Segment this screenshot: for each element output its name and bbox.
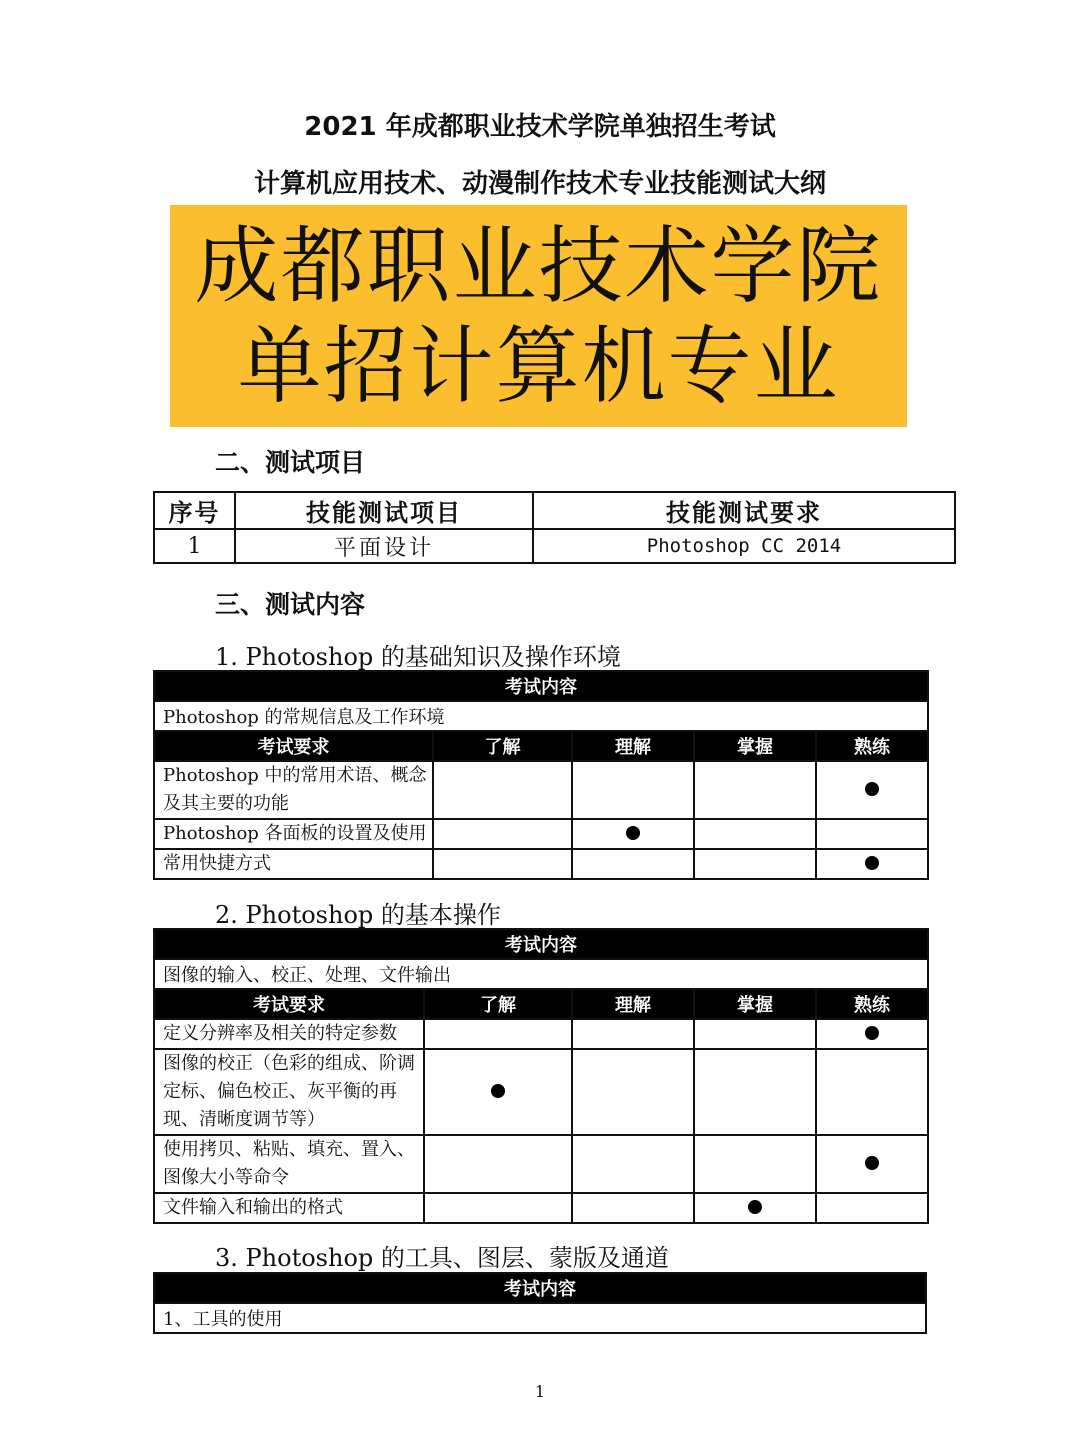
table-cell: 平面设计 [235,529,533,563]
requirement-header-row [154,731,928,761]
column-header: 熟练 [816,731,928,761]
exam-table-3 [153,1272,927,1334]
level-cell [433,761,572,819]
column-header: 掌握 [694,731,816,761]
banner-line-2: 单招计算机专业 [237,317,840,415]
table-cell: Photoshop CC 2014 [533,529,955,563]
requirement-text: Photoshop 中的常用术语、概念及其主要的功能 [154,761,433,819]
column-header: 熟练 [816,989,928,1019]
content-text: Photoshop 的常规信息及工作环境 [154,701,928,731]
column-header: 掌握 [694,989,816,1019]
level-cell [424,1193,572,1223]
table-row [154,1049,928,1135]
requirement-header-row [154,989,928,1019]
column-header: 理解 [572,731,694,761]
level-cell [816,1049,928,1135]
content-text: 图像的输入、校正、处理、文件输出 [154,959,928,989]
level-cell [424,1049,572,1135]
table-header-row [154,492,955,529]
content-header: 考试内容 [154,929,928,959]
level-cell [694,849,816,879]
column-header: 技能测试项目 [235,492,533,529]
level-cell [433,849,572,879]
level-mark-dot [865,1026,879,1040]
table-row [154,1019,928,1049]
column-header: 序号 [154,492,235,529]
level-cell [572,761,694,819]
requirement-text: Photoshop 各面板的设置及使用 [154,819,433,849]
table-row [154,529,955,563]
table-row [154,761,928,819]
level-cell [572,849,694,879]
table-cell: 1 [154,529,235,563]
level-cell [572,1135,694,1193]
requirement-text: 文件输入和输出的格式 [154,1193,424,1223]
level-cell [424,1019,572,1049]
column-header: 理解 [572,989,694,1019]
level-cell [694,761,816,819]
page-number: 1 [534,1382,546,1401]
requirement-text: 定义分辨率及相关的特定参数 [154,1019,424,1049]
content-header: 考试内容 [154,1273,926,1303]
table-row [154,849,928,879]
column-header: 了解 [424,989,572,1019]
requirement-text: 常用快捷方式 [154,849,433,879]
requirement-text: 图像的校正（色彩的组成、阶调定标、偏色校正、灰平衡的再现、清晰度调节等） [154,1049,424,1135]
level-cell [572,1049,694,1135]
table-row [154,819,928,849]
level-mark-dot [626,826,640,840]
level-cell [433,819,572,849]
level-cell [694,819,816,849]
section-heading-test-items: 二、测试项目 [215,448,366,477]
banner-line-1: 成都职业技术学院 [194,217,883,315]
test-items-table [153,491,956,564]
document-subtitle: 计算机应用技术、动漫制作技术专业技能测试大纲 [253,169,826,199]
exam-table-1 [153,670,929,880]
table-row [154,1193,928,1223]
section-heading-test-content: 三、测试内容 [215,590,366,619]
level-cell [816,1193,928,1223]
level-cell [694,1049,816,1135]
level-cell [694,1135,816,1193]
exam-table-2 [153,928,929,1224]
column-header: 了解 [433,731,572,761]
level-cell [694,1193,816,1223]
level-mark-dot [865,782,879,796]
subsection-heading-3: 3. Photoshop 的工具、图层、蒙版及通道 [215,1244,669,1272]
table-row [154,1135,928,1193]
level-cell [572,1193,694,1223]
level-cell [424,1135,572,1193]
level-cell [572,1019,694,1049]
document-title: 2021 年成都职业技术学院单独招生考试 [304,112,776,142]
level-cell [816,1135,928,1193]
level-mark-dot [491,1084,505,1098]
content-header: 考试内容 [154,671,928,701]
subsection-heading-1: 1. Photoshop 的基础知识及操作环境 [215,643,621,671]
level-cell [816,819,928,849]
level-mark-dot [748,1200,762,1214]
content-text: 1、工具的使用 [154,1303,926,1333]
level-mark-dot [865,856,879,870]
level-cell [572,819,694,849]
column-header: 技能测试要求 [533,492,955,529]
promo-banner [170,205,907,427]
column-header: 考试要求 [154,731,433,761]
level-cell [816,1019,928,1049]
column-header: 考试要求 [154,989,424,1019]
requirement-text: 使用拷贝、粘贴、填充、置入、图像大小等命令 [154,1135,424,1193]
level-mark-dot [865,1156,879,1170]
level-cell [816,849,928,879]
subsection-heading-2: 2. Photoshop 的基本操作 [215,901,501,929]
level-cell [694,1019,816,1049]
level-cell [816,761,928,819]
